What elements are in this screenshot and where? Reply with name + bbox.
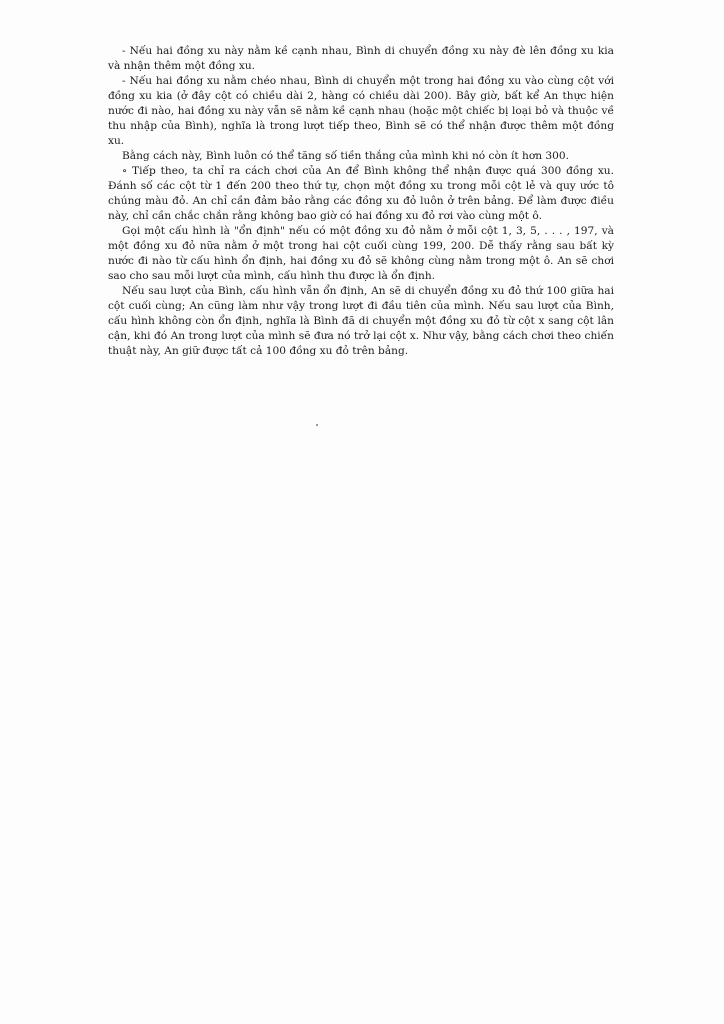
- paragraph-an-strategy-conclusion: Nếu sau lượt của Bình, cấu hình vẫn ổn định, An sẽ di chuyển đồng xu đỏ thứ 100 giữa hai cột cuối cùng; An cũng làm như vậy trong lượt đi đầu tiên của mình. Nếu sau lượt của Bình, cấu hình không còn ổn định, nghĩa là Bình đã di chuyển một đồng xu đỏ từ cột x sang cột lân cận, khi đó An trong lượt của mình sẽ đưa nó trở lại cột x. Như vậy, bằng cách chơi theo chiến thuật này, An giữ được tất cả 100 đồng xu đỏ trên bảng.: [108, 285, 614, 357]
- paragraph-adjacent-coins: - Nếu hai đồng xu này nằm kề cạnh nhau, Bình di chuyển đồng xu này đè lên đồng xu kia và nhận thêm một đồng xu.: [108, 45, 614, 72]
- paragraph-an-strategy-intro: ∘ Tiếp theo, ta chỉ ra cách chơi của An để Bình không thể nhận được quá 300 đồng xu. Đánh số các cột từ 1 đến 200 theo thứ tự, chọn một đồng xu trong mỗi cột lẻ và quy ước tô chúng màu đỏ. An chỉ cần đảm bảo rằng các đồng xu đỏ luôn ở trên bảng. Để làm được điều này, chỉ cần chắc chắn rằng không bao giờ có hai đồng xu đỏ rơi vào cùng một ô.: [108, 165, 614, 222]
- paragraph-diagonal-coins: - Nếu hai đồng xu nằm chéo nhau, Bình di chuyển một trong hai đồng xu vào cùng cột với đồng xu kia (ở đây cột có chiều dài 2, hàng có chiều dài 200). Bây giờ, bất kể An thực hiện nước đi nào, hai đồng xu này vẫn sẽ nằm kề cạnh nhau (hoặc một chiếc bị loại bỏ và thuộc về thu nhập của Bình), nghĩa là trong lượt tiếp theo, Bình sẽ có thể nhận được thêm một đồng xu.: [108, 75, 614, 147]
- document-body: [108, 44, 614, 359]
- paragraph-stable-configuration: Gọi một cấu hình là "ổn định" nếu có một đồng xu đỏ nằm ở mỗi cột 1, 3, 5, . . . , 197, và một đồng xu đỏ nữa nằm ở một trong hai cột cuối cùng 199, 200. Dễ thấy rằng sau bất kỳ nước đi nào từ cấu hình ổn định, hai đồng xu đỏ sẽ không cùng nằm trong một ô. An sẽ chơi sao cho sau mỗi lượt của mình, cấu hình thu được là ổn định.: [108, 225, 614, 282]
- scan-speck: [316, 424, 318, 426]
- paragraph-binh-conclusion: Bằng cách này, Bình luôn có thể tăng số tiền thắng của mình khi nó còn ít hơn 300.: [122, 150, 570, 162]
